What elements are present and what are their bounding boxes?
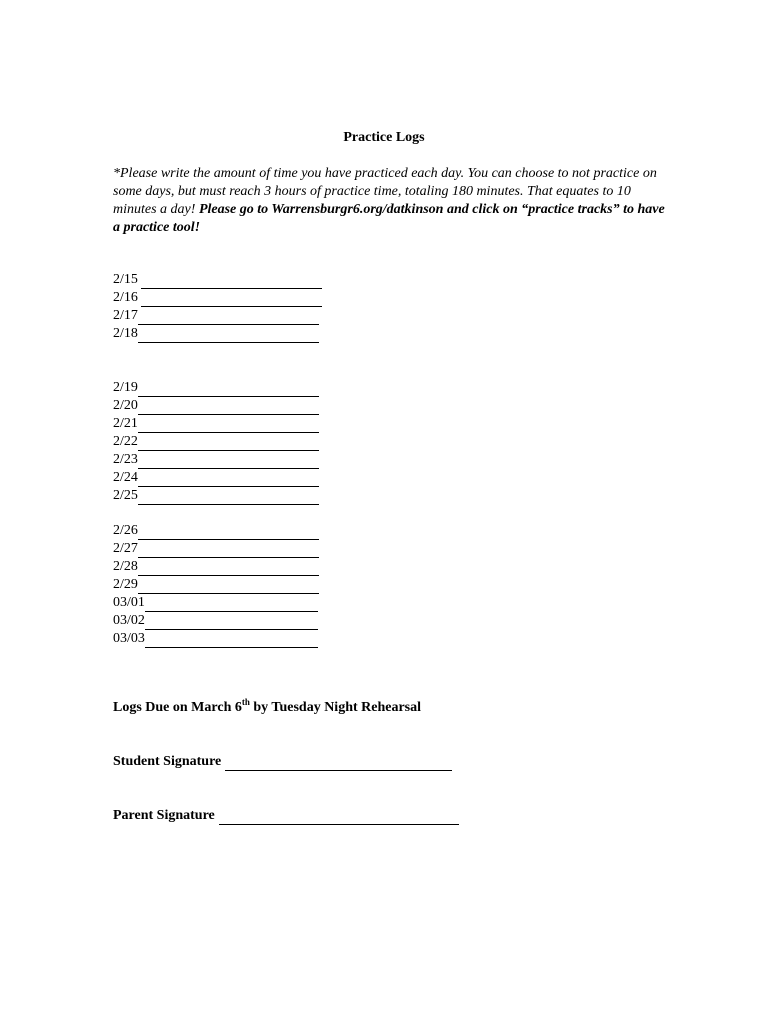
log-group-week-1 bbox=[113, 271, 322, 343]
log-date: 2/22 bbox=[113, 434, 138, 449]
log-entry-line bbox=[145, 598, 318, 612]
student-signature-row bbox=[113, 753, 452, 771]
log-row bbox=[113, 325, 322, 343]
log-row bbox=[113, 271, 322, 289]
log-entry-line bbox=[145, 616, 318, 630]
due-ordinal-suffix: th bbox=[241, 697, 250, 707]
log-row bbox=[113, 397, 319, 415]
log-row bbox=[113, 469, 319, 487]
log-row bbox=[113, 289, 322, 307]
log-entry-line bbox=[138, 526, 319, 540]
log-date: 03/02 bbox=[113, 613, 145, 628]
log-row bbox=[113, 558, 319, 576]
log-row bbox=[113, 576, 319, 594]
log-date: 2/19 bbox=[113, 380, 138, 395]
student-signature-line bbox=[225, 757, 452, 771]
instructions-paragraph bbox=[113, 165, 673, 237]
instructions-text: *Please write the amount of time you have practiced each day. You can choose to not practice on some days, but must reach 3 hours of practice time, totaling 180 minutes. That equates to 10 minutes a day! bbox=[113, 166, 657, 217]
log-date: 2/27 bbox=[113, 541, 138, 556]
log-group-week-2 bbox=[113, 379, 319, 505]
log-date: 2/28 bbox=[113, 559, 138, 574]
log-entry-line bbox=[138, 383, 319, 397]
log-entry-line bbox=[138, 580, 319, 594]
log-date: 03/03 bbox=[113, 631, 145, 646]
log-row bbox=[113, 612, 319, 630]
log-row bbox=[113, 451, 319, 469]
log-date: 2/25 bbox=[113, 488, 138, 503]
parent-signature-row bbox=[113, 807, 459, 825]
log-date: 2/17 bbox=[113, 308, 138, 323]
log-entry-line bbox=[138, 311, 319, 325]
page-title: Practice Logs bbox=[343, 130, 425, 145]
log-entry-line bbox=[138, 329, 319, 343]
student-signature-label: Student Signature bbox=[113, 754, 222, 769]
log-date: 2/16 bbox=[113, 290, 142, 305]
log-date: 2/15 bbox=[113, 272, 142, 287]
log-entry-line bbox=[141, 293, 322, 307]
log-date: 2/21 bbox=[113, 416, 138, 431]
log-date: 03/01 bbox=[113, 595, 145, 610]
parent-signature-label: Parent Signature bbox=[113, 808, 215, 823]
parent-signature-line bbox=[219, 811, 459, 825]
log-entry-line bbox=[138, 491, 319, 505]
log-row bbox=[113, 522, 319, 540]
due-text-end: by Tuesday Night Rehearsal bbox=[249, 700, 422, 715]
log-row bbox=[113, 433, 319, 451]
log-row bbox=[113, 487, 319, 505]
log-row bbox=[113, 415, 319, 433]
log-date: 2/29 bbox=[113, 577, 138, 592]
log-entry-line bbox=[138, 437, 319, 451]
log-date: 2/26 bbox=[113, 523, 138, 538]
log-date: 2/20 bbox=[113, 398, 138, 413]
log-row bbox=[113, 630, 319, 648]
log-row bbox=[113, 307, 322, 325]
practice-tool-link-text: Please go to Warrensburgr6.org/datkinson and click on “practice tracks” to have a practice tool! bbox=[113, 202, 665, 235]
log-entry-line bbox=[138, 473, 319, 487]
log-date: 2/18 bbox=[113, 326, 138, 341]
log-entry-line bbox=[145, 634, 318, 648]
log-group-week-3 bbox=[113, 522, 319, 648]
due-text-start: Logs Due on March 6 bbox=[113, 700, 242, 715]
due-date-notice bbox=[113, 699, 421, 717]
log-row bbox=[113, 379, 319, 397]
log-date: 2/23 bbox=[113, 452, 138, 467]
log-row bbox=[113, 540, 319, 558]
log-date: 2/24 bbox=[113, 470, 138, 485]
log-entry-line bbox=[138, 562, 319, 576]
log-entry-line bbox=[141, 275, 322, 289]
log-entry-line bbox=[138, 455, 319, 469]
log-row bbox=[113, 594, 319, 612]
log-entry-line bbox=[138, 419, 319, 433]
log-entry-line bbox=[138, 544, 319, 558]
log-entry-line bbox=[138, 401, 319, 415]
